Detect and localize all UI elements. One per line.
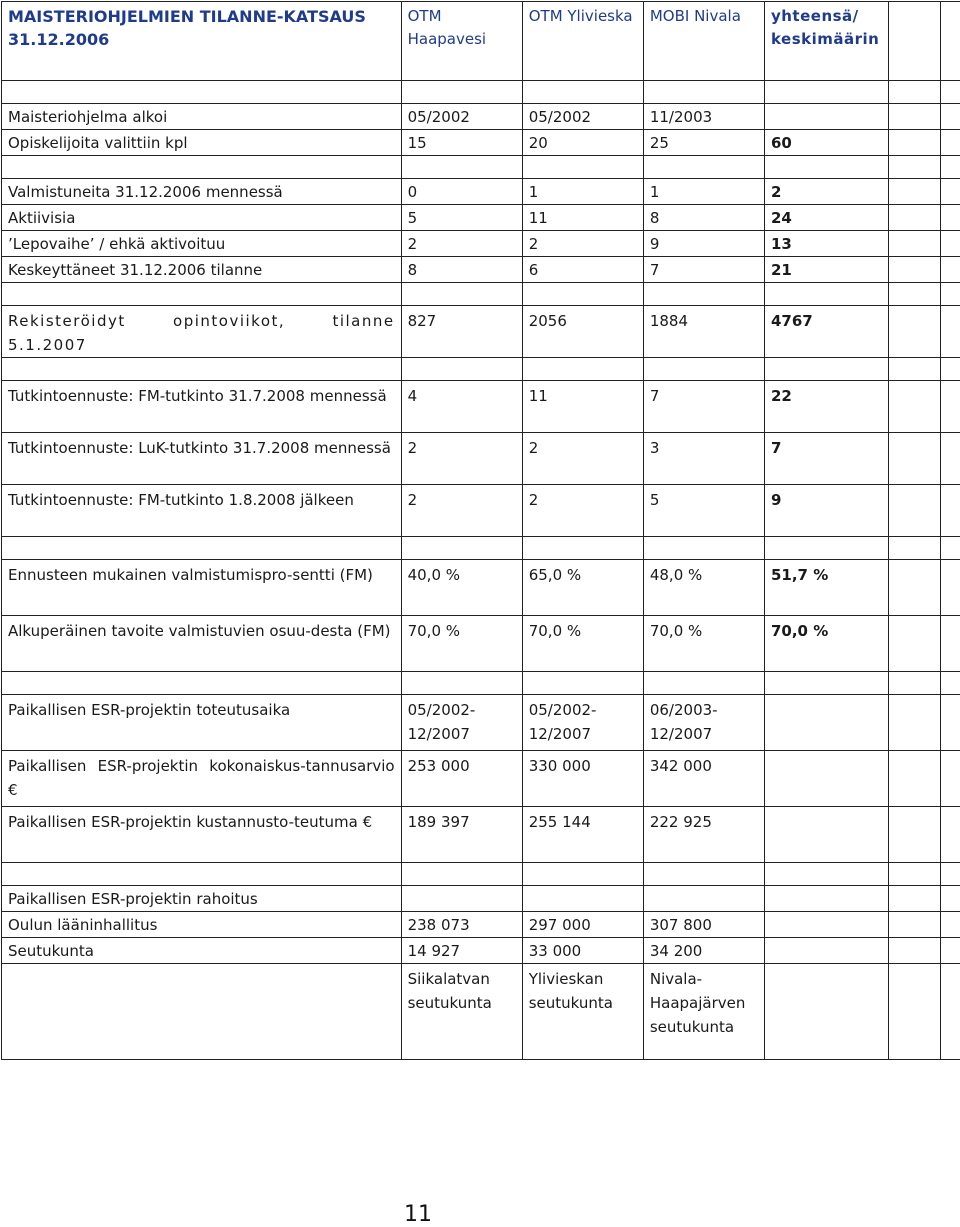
value-nivala: 7 (643, 381, 764, 433)
table-row (2, 938, 960, 964)
value-total: 60 (764, 130, 888, 156)
value-nivala: 06/2003-12/2007 (643, 695, 764, 751)
table-row (2, 485, 960, 537)
value-haapavesi: 5 (401, 205, 522, 231)
value-haapavesi: Siikalatvan seutukunta (401, 964, 522, 1060)
table-row (2, 560, 960, 616)
value-nivala: 5 (643, 485, 764, 537)
value-haapavesi: 238 073 (401, 912, 522, 938)
value-haapavesi: 70,0 % (401, 616, 522, 672)
value-nivala: 307 800 (643, 912, 764, 938)
empty-cell (941, 2, 960, 81)
value-haapavesi: 0 (401, 179, 522, 205)
table-row (2, 231, 960, 257)
value-total (764, 695, 888, 751)
table-row (2, 964, 960, 1060)
value-ylivieska: 05/2002 (522, 104, 643, 130)
table-row (2, 130, 960, 156)
value-ylivieska: 65,0 % (522, 560, 643, 616)
table-row (2, 616, 960, 672)
spacer-row (2, 81, 960, 104)
value-nivala: 1884 (643, 306, 764, 358)
value-total: 4767 (764, 306, 888, 358)
value-haapavesi (401, 886, 522, 912)
row-label: Paikallisen ESR-projektin kustannusto-teutuma € (2, 807, 402, 863)
value-ylivieska: 2 (522, 231, 643, 257)
value-total (764, 912, 888, 938)
row-label: Rekisteröidyt opintoviikot, tilanne 5.1.2007 (2, 306, 402, 358)
spacer-row (2, 156, 960, 179)
table-row (2, 433, 960, 485)
spacer-row (2, 672, 960, 695)
row-label: Tutkintoennuste: FM-tutkinto 31.7.2008 mennessä (2, 381, 402, 433)
value-ylivieska: 11 (522, 205, 643, 231)
spacer-row (2, 863, 960, 886)
table-row (2, 257, 960, 283)
value-nivala: 1 (643, 179, 764, 205)
value-nivala: 3 (643, 433, 764, 485)
value-nivala: 48,0 % (643, 560, 764, 616)
value-ylivieska: 297 000 (522, 912, 643, 938)
value-ylivieska: 2 (522, 485, 643, 537)
value-haapavesi: 8 (401, 257, 522, 283)
row-label: ’Lepovaihe’ / ehkä aktivoituu (2, 231, 402, 257)
value-total (764, 886, 888, 912)
row-label: Opiskelijoita valittiin kpl (2, 130, 402, 156)
value-nivala: 70,0 % (643, 616, 764, 672)
value-haapavesi: 40,0 % (401, 560, 522, 616)
value-total (764, 938, 888, 964)
value-nivala: 7 (643, 257, 764, 283)
value-total (764, 964, 888, 1060)
value-haapavesi: 14 927 (401, 938, 522, 964)
value-ylivieska: 70,0 % (522, 616, 643, 672)
value-total (764, 104, 888, 130)
header-row (2, 2, 960, 81)
row-label: Valmistuneita 31.12.2006 mennessä (2, 179, 402, 205)
value-nivala: 11/2003 (643, 104, 764, 130)
value-ylivieska: 6 (522, 257, 643, 283)
value-nivala: 9 (643, 231, 764, 257)
value-haapavesi: 15 (401, 130, 522, 156)
row-label: Tutkintoennuste: FM-tutkinto 1.8.2008 jälkeen (2, 485, 402, 537)
row-label: Maisteriohjelma alkoi (2, 104, 402, 130)
header-nivala: MOBI Nivala (643, 2, 764, 81)
table-row (2, 381, 960, 433)
table-row (2, 886, 960, 912)
row-label: Paikallisen ESR-projektin kokonaiskus-tannusarvio € (2, 751, 402, 807)
value-nivala: 222 925 (643, 807, 764, 863)
page-number: 11 (404, 1202, 432, 1227)
value-nivala: Nivala-Haapajärven seutukunta (643, 964, 764, 1060)
empty-cell (888, 2, 940, 81)
value-total: 24 (764, 205, 888, 231)
value-haapavesi: 05/2002 (401, 104, 522, 130)
value-total (764, 751, 888, 807)
row-label: Tutkintoennuste: LuK-tutkinto 31.7.2008 mennessä (2, 433, 402, 485)
value-ylivieska: 255 144 (522, 807, 643, 863)
header-haapavesi: OTM Haapavesi (401, 2, 522, 81)
row-label: Paikallisen ESR-projektin toteutusaika (2, 695, 402, 751)
value-haapavesi: 2 (401, 231, 522, 257)
spacer-row (2, 537, 960, 560)
value-haapavesi: 05/2002-12/2007 (401, 695, 522, 751)
table-row (2, 104, 960, 130)
row-label: Keskeyttäneet 31.12.2006 tilanne (2, 257, 402, 283)
value-total: 51,7 % (764, 560, 888, 616)
value-ylivieska: 330 000 (522, 751, 643, 807)
header-ylivieska: OTM Ylivieska (522, 2, 643, 81)
row-label: Alkuperäinen tavoite valmistuvien osuu-desta (FM) (2, 616, 402, 672)
value-nivala: 342 000 (643, 751, 764, 807)
value-haapavesi: 2 (401, 433, 522, 485)
row-label: Oulun lääninhallitus (2, 912, 402, 938)
value-ylivieska: 11 (522, 381, 643, 433)
value-haapavesi: 4 (401, 381, 522, 433)
table-row (2, 807, 960, 863)
value-total: 22 (764, 381, 888, 433)
value-ylivieska: 33 000 (522, 938, 643, 964)
value-ylivieska: 05/2002-12/2007 (522, 695, 643, 751)
table-row (2, 306, 960, 358)
value-haapavesi: 189 397 (401, 807, 522, 863)
value-haapavesi: 827 (401, 306, 522, 358)
value-nivala: 25 (643, 130, 764, 156)
value-ylivieska: 2 (522, 433, 643, 485)
value-ylivieska: 2056 (522, 306, 643, 358)
value-ylivieska (522, 886, 643, 912)
row-label: Seutukunta (2, 938, 402, 964)
value-total: 7 (764, 433, 888, 485)
row-label: Aktiivisia (2, 205, 402, 231)
value-ylivieska: 20 (522, 130, 643, 156)
value-nivala: 8 (643, 205, 764, 231)
table-title: MAISTERIOHJELMIEN TILANNE-KATSAUS 31.12.2006 (2, 2, 402, 81)
table-row (2, 179, 960, 205)
value-total: 70,0 % (764, 616, 888, 672)
value-total: 9 (764, 485, 888, 537)
row-label: Ennusteen mukainen valmistumispro-sentti (FM) (2, 560, 402, 616)
value-haapavesi: 253 000 (401, 751, 522, 807)
table-row (2, 695, 960, 751)
value-nivala: 34 200 (643, 938, 764, 964)
table-row (2, 751, 960, 807)
header-total: yhteensä/ keskimäärin (764, 2, 888, 81)
table-row (2, 205, 960, 231)
value-total: 2 (764, 179, 888, 205)
spacer-row (2, 358, 960, 381)
row-label: Paikallisen ESR-projektin rahoitus (2, 886, 402, 912)
row-label (2, 964, 402, 1060)
spacer-row (2, 283, 960, 306)
value-total: 13 (764, 231, 888, 257)
value-nivala (643, 886, 764, 912)
value-ylivieska: 1 (522, 179, 643, 205)
value-total (764, 807, 888, 863)
value-total: 21 (764, 257, 888, 283)
table-row (2, 912, 960, 938)
status-table (1, 1, 960, 1060)
value-haapavesi: 2 (401, 485, 522, 537)
value-ylivieska: Ylivieskan seutukunta (522, 964, 643, 1060)
